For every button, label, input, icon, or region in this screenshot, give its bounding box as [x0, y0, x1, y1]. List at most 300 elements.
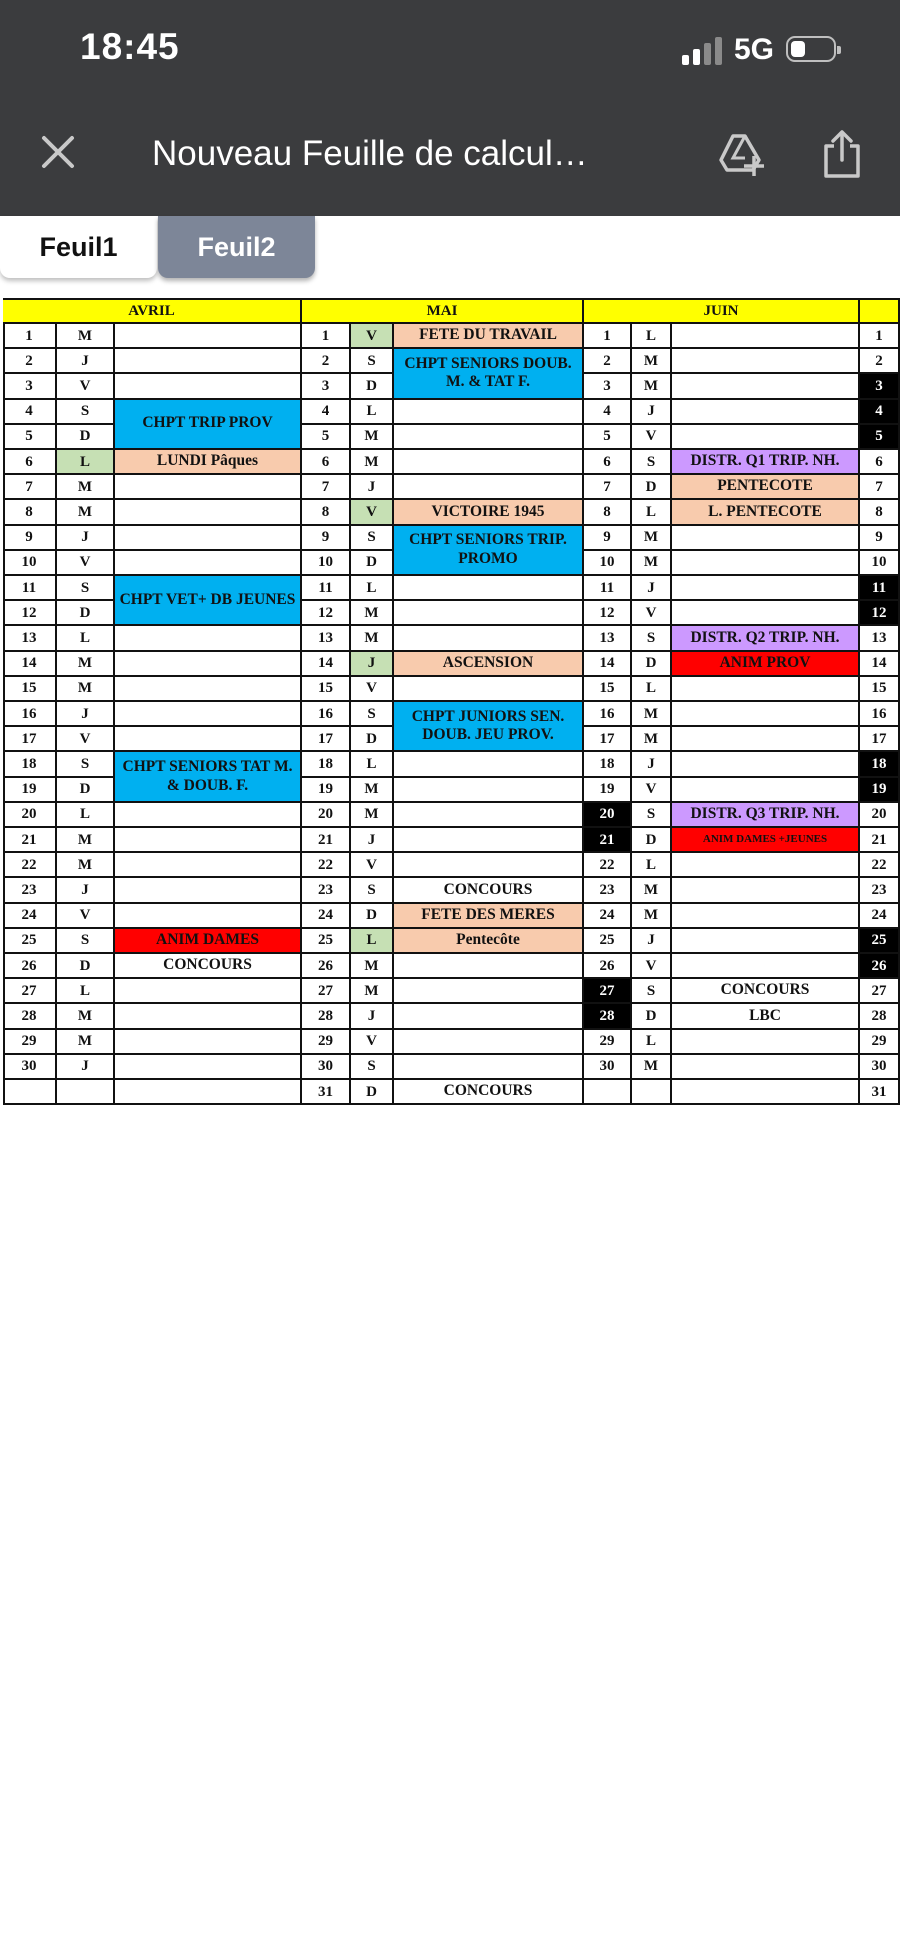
day-number[interactable]: 1 — [860, 324, 900, 349]
weekday[interactable]: D — [351, 727, 394, 752]
event-cell[interactable] — [394, 1030, 584, 1055]
weekday[interactable]: M — [351, 425, 394, 450]
day-number[interactable]: 13 — [860, 626, 900, 651]
weekday[interactable]: S — [57, 752, 115, 777]
day-number[interactable]: 13 — [302, 626, 351, 651]
weekday[interactable]: J — [57, 702, 115, 727]
day-number[interactable]: 8 — [3, 500, 57, 525]
event-cell[interactable]: CHPT SENIORS TAT M. & DOUB. F. — [115, 752, 302, 802]
weekday[interactable]: V — [351, 1030, 394, 1055]
event-cell[interactable]: PENTECOTE — [672, 475, 860, 500]
day-number[interactable]: 19 — [860, 778, 900, 803]
weekday[interactable]: M — [351, 803, 394, 828]
weekday[interactable]: M — [632, 374, 672, 399]
event-cell[interactable]: CONCOURS — [115, 954, 302, 979]
weekday[interactable]: V — [632, 601, 672, 626]
weekday[interactable]: L — [632, 853, 672, 878]
weekday[interactable]: L — [351, 929, 394, 954]
day-number[interactable]: 17 — [302, 727, 351, 752]
weekday[interactable]: L — [351, 752, 394, 777]
event-cell[interactable]: CONCOURS — [672, 979, 860, 1004]
event-cell[interactable] — [394, 1055, 584, 1080]
event-cell[interactable] — [672, 954, 860, 979]
day-number[interactable]: 29 — [302, 1030, 351, 1055]
weekday[interactable]: M — [351, 626, 394, 651]
day-number[interactable]: 26 — [584, 954, 632, 979]
weekday[interactable]: L — [57, 626, 115, 651]
weekday[interactable]: J — [57, 1055, 115, 1080]
weekday[interactable]: S — [57, 929, 115, 954]
day-number[interactable]: 19 — [302, 778, 351, 803]
event-cell[interactable] — [115, 702, 302, 727]
day-number[interactable]: 16 — [860, 702, 900, 727]
event-cell[interactable] — [672, 853, 860, 878]
weekday[interactable]: J — [351, 652, 394, 677]
day-number[interactable]: 2 — [3, 349, 57, 374]
weekday[interactable]: D — [57, 425, 115, 450]
event-cell[interactable]: CHPT TRIP PROV — [115, 400, 302, 450]
day-number[interactable]: 21 — [860, 828, 900, 853]
event-cell[interactable] — [115, 551, 302, 576]
weekday[interactable] — [632, 1080, 672, 1105]
event-cell[interactable]: FETE DES MERES — [394, 904, 584, 929]
weekday[interactable]: M — [351, 954, 394, 979]
day-number[interactable]: 7 — [302, 475, 351, 500]
weekday[interactable]: J — [351, 475, 394, 500]
event-cell[interactable]: DISTR. Q2 TRIP. NH. — [672, 626, 860, 651]
event-cell[interactable]: ANIM DAMES +JEUNES — [672, 828, 860, 853]
event-cell[interactable] — [672, 752, 860, 777]
event-cell[interactable]: CHPT JUNIORS SEN. DOUB. JEU PROV. — [394, 702, 584, 752]
day-number[interactable]: 11 — [584, 576, 632, 601]
event-cell[interactable] — [672, 727, 860, 752]
day-number[interactable]: 24 — [302, 904, 351, 929]
day-number[interactable]: 10 — [860, 551, 900, 576]
day-number[interactable]: 26 — [3, 954, 57, 979]
weekday[interactable]: M — [57, 652, 115, 677]
month-header-juin[interactable]: JUIN — [584, 298, 860, 324]
weekday[interactable]: J — [351, 828, 394, 853]
day-number[interactable]: 27 — [860, 979, 900, 1004]
day-number[interactable]: 12 — [860, 601, 900, 626]
weekday[interactable]: S — [632, 450, 672, 475]
day-number[interactable]: 16 — [584, 702, 632, 727]
event-cell[interactable] — [672, 425, 860, 450]
weekday[interactable]: M — [57, 677, 115, 702]
day-number[interactable]: 18 — [302, 752, 351, 777]
day-number[interactable] — [3, 1080, 57, 1105]
day-number[interactable]: 4 — [302, 400, 351, 425]
weekday[interactable]: J — [57, 349, 115, 374]
weekday[interactable]: M — [57, 475, 115, 500]
day-number[interactable]: 29 — [860, 1030, 900, 1055]
day-number[interactable]: 28 — [302, 1004, 351, 1029]
event-cell[interactable] — [394, 475, 584, 500]
event-cell[interactable]: CHPT SENIORS DOUB. M. & TAT F. — [394, 349, 584, 399]
event-cell[interactable] — [672, 374, 860, 399]
day-number[interactable]: 10 — [584, 551, 632, 576]
day-number[interactable]: 17 — [584, 727, 632, 752]
day-number[interactable]: 18 — [3, 752, 57, 777]
day-number[interactable]: 12 — [302, 601, 351, 626]
day-number[interactable]: 25 — [584, 929, 632, 954]
month-header-mai[interactable]: MAI — [302, 298, 584, 324]
day-number[interactable]: 10 — [3, 551, 57, 576]
day-number[interactable]: 24 — [584, 904, 632, 929]
day-number[interactable]: 25 — [3, 929, 57, 954]
day-number[interactable]: 20 — [3, 803, 57, 828]
event-cell[interactable] — [394, 425, 584, 450]
day-number[interactable]: 14 — [302, 652, 351, 677]
day-number[interactable]: 14 — [584, 652, 632, 677]
day-number[interactable]: 4 — [584, 400, 632, 425]
day-number[interactable]: 26 — [302, 954, 351, 979]
day-number[interactable]: 20 — [584, 803, 632, 828]
weekday[interactable]: D — [351, 551, 394, 576]
event-cell[interactable] — [672, 324, 860, 349]
month-header-avril[interactable]: AVRIL — [3, 298, 302, 324]
day-number[interactable]: 5 — [584, 425, 632, 450]
day-number[interactable]: 18 — [860, 752, 900, 777]
event-cell[interactable] — [115, 979, 302, 1004]
day-number[interactable]: 28 — [584, 1004, 632, 1029]
event-cell[interactable] — [115, 1004, 302, 1029]
day-number[interactable]: 6 — [584, 450, 632, 475]
event-cell[interactable]: ASCENSION — [394, 652, 584, 677]
event-cell[interactable] — [115, 626, 302, 651]
day-number[interactable]: 7 — [584, 475, 632, 500]
event-cell[interactable] — [672, 601, 860, 626]
day-number[interactable]: 9 — [860, 526, 900, 551]
day-number[interactable]: 30 — [860, 1055, 900, 1080]
day-number[interactable]: 10 — [302, 551, 351, 576]
event-cell[interactable] — [394, 677, 584, 702]
weekday[interactable]: M — [632, 904, 672, 929]
day-number[interactable]: 3 — [3, 374, 57, 399]
event-cell[interactable] — [394, 803, 584, 828]
weekday[interactable]: V — [351, 677, 394, 702]
event-cell[interactable] — [394, 979, 584, 1004]
event-cell[interactable]: CONCOURS — [394, 1080, 584, 1105]
weekday[interactable]: D — [632, 828, 672, 853]
event-cell[interactable]: CHPT SENIORS TRIP. PROMO — [394, 526, 584, 576]
weekday[interactable]: M — [57, 1030, 115, 1055]
weekday[interactable]: M — [57, 1004, 115, 1029]
weekday[interactable]: M — [632, 1055, 672, 1080]
day-number[interactable]: 15 — [302, 677, 351, 702]
weekday[interactable]: V — [57, 374, 115, 399]
day-number[interactable]: 9 — [3, 526, 57, 551]
day-number[interactable]: 17 — [860, 727, 900, 752]
event-cell[interactable]: LBC — [672, 1004, 860, 1029]
weekday[interactable]: D — [632, 475, 672, 500]
day-number[interactable]: 4 — [860, 400, 900, 425]
close-icon[interactable] — [36, 130, 80, 174]
event-cell[interactable] — [672, 576, 860, 601]
day-number[interactable]: 6 — [860, 450, 900, 475]
day-number[interactable]: 27 — [302, 979, 351, 1004]
sheet-tab-feuil1[interactable]: Feuil1 — [0, 216, 157, 278]
event-cell[interactable]: FETE DU TRAVAIL — [394, 324, 584, 349]
weekday[interactable]: L — [57, 450, 115, 475]
event-cell[interactable] — [672, 904, 860, 929]
weekday[interactable]: S — [57, 400, 115, 425]
event-cell[interactable]: L. PENTECOTE — [672, 500, 860, 525]
day-number[interactable]: 9 — [584, 526, 632, 551]
day-number[interactable]: 3 — [584, 374, 632, 399]
weekday[interactable]: J — [57, 878, 115, 903]
day-number[interactable]: 18 — [584, 752, 632, 777]
day-number[interactable]: 25 — [302, 929, 351, 954]
weekday[interactable]: J — [351, 1004, 394, 1029]
weekday[interactable]: J — [57, 526, 115, 551]
weekday[interactable]: D — [351, 374, 394, 399]
event-cell[interactable] — [394, 752, 584, 777]
add-to-drive-icon[interactable] — [716, 130, 764, 178]
event-cell[interactable] — [672, 778, 860, 803]
weekday[interactable]: L — [57, 979, 115, 1004]
weekday[interactable]: M — [351, 601, 394, 626]
event-cell[interactable] — [115, 475, 302, 500]
event-cell[interactable] — [115, 677, 302, 702]
day-number[interactable] — [584, 1080, 632, 1105]
weekday[interactable]: M — [351, 778, 394, 803]
day-number[interactable]: 20 — [302, 803, 351, 828]
event-cell[interactable] — [394, 1004, 584, 1029]
event-cell[interactable] — [115, 904, 302, 929]
day-number[interactable]: 23 — [584, 878, 632, 903]
weekday[interactable]: M — [632, 349, 672, 374]
weekday[interactable]: S — [632, 626, 672, 651]
day-number[interactable]: 11 — [302, 576, 351, 601]
event-cell[interactable] — [115, 324, 302, 349]
day-number[interactable]: 19 — [3, 778, 57, 803]
event-cell[interactable]: ANIM DAMES — [115, 929, 302, 954]
event-cell[interactable] — [115, 1030, 302, 1055]
day-number[interactable]: 29 — [584, 1030, 632, 1055]
weekday[interactable]: S — [632, 979, 672, 1004]
weekday[interactable]: D — [57, 601, 115, 626]
day-number[interactable]: 31 — [302, 1080, 351, 1105]
event-cell[interactable] — [672, 878, 860, 903]
weekday[interactable]: D — [351, 904, 394, 929]
day-number[interactable]: 2 — [860, 349, 900, 374]
weekday[interactable]: L — [632, 1030, 672, 1055]
day-number[interactable]: 23 — [3, 878, 57, 903]
event-cell[interactable] — [115, 803, 302, 828]
event-cell[interactable] — [115, 500, 302, 525]
weekday[interactable]: M — [351, 979, 394, 1004]
event-cell[interactable] — [394, 400, 584, 425]
event-cell[interactable] — [115, 349, 302, 374]
weekday[interactable]: V — [57, 904, 115, 929]
day-number[interactable]: 24 — [860, 904, 900, 929]
weekday[interactable]: S — [632, 803, 672, 828]
weekday[interactable]: S — [351, 1055, 394, 1080]
weekday[interactable]: M — [632, 702, 672, 727]
share-icon[interactable] — [820, 128, 864, 180]
day-number[interactable]: 26 — [860, 954, 900, 979]
day-number[interactable]: 22 — [860, 853, 900, 878]
day-number[interactable]: 15 — [584, 677, 632, 702]
event-cell[interactable]: CHPT VET+ DB JEUNES — [115, 576, 302, 626]
weekday[interactable]: V — [351, 853, 394, 878]
weekday[interactable]: J — [632, 752, 672, 777]
event-cell[interactable]: LUNDI Pâques — [115, 450, 302, 475]
event-cell[interactable] — [672, 929, 860, 954]
event-cell[interactable]: CONCOURS — [394, 878, 584, 903]
weekday[interactable]: D — [351, 1080, 394, 1105]
day-number[interactable]: 19 — [584, 778, 632, 803]
weekday[interactable]: V — [632, 778, 672, 803]
event-cell[interactable] — [115, 1080, 302, 1105]
day-number[interactable]: 20 — [860, 803, 900, 828]
day-number[interactable]: 22 — [302, 853, 351, 878]
weekday[interactable]: V — [632, 954, 672, 979]
event-cell[interactable] — [394, 601, 584, 626]
day-number[interactable]: 7 — [860, 475, 900, 500]
day-number[interactable]: 14 — [3, 652, 57, 677]
day-number[interactable]: 1 — [3, 324, 57, 349]
weekday[interactable]: S — [351, 349, 394, 374]
day-number[interactable]: 22 — [584, 853, 632, 878]
event-cell[interactable]: DISTR. Q1 TRIP. NH. — [672, 450, 860, 475]
day-number[interactable]: 1 — [302, 324, 351, 349]
event-cell[interactable] — [394, 828, 584, 853]
day-number[interactable]: 5 — [302, 425, 351, 450]
day-number[interactable]: 30 — [302, 1055, 351, 1080]
event-cell[interactable] — [672, 1055, 860, 1080]
weekday[interactable]: M — [57, 500, 115, 525]
weekday[interactable]: M — [632, 551, 672, 576]
event-cell[interactable] — [115, 374, 302, 399]
event-cell[interactable] — [672, 526, 860, 551]
day-number[interactable]: 27 — [584, 979, 632, 1004]
day-number[interactable]: 16 — [3, 702, 57, 727]
day-number[interactable]: 25 — [860, 929, 900, 954]
day-number[interactable]: 12 — [3, 601, 57, 626]
sheet-tab-feuil2[interactable]: Feuil2 — [158, 216, 315, 278]
weekday[interactable]: M — [351, 450, 394, 475]
day-number[interactable]: 6 — [3, 450, 57, 475]
weekday[interactable]: S — [351, 878, 394, 903]
day-number[interactable]: 8 — [584, 500, 632, 525]
event-cell[interactable] — [672, 349, 860, 374]
weekday[interactable]: L — [57, 803, 115, 828]
day-number[interactable]: 12 — [584, 601, 632, 626]
day-number[interactable]: 8 — [302, 500, 351, 525]
day-number[interactable]: 16 — [302, 702, 351, 727]
weekday[interactable]: J — [632, 576, 672, 601]
event-cell[interactable]: VICTOIRE 1945 — [394, 500, 584, 525]
event-cell[interactable] — [672, 1030, 860, 1055]
event-cell[interactable] — [394, 954, 584, 979]
event-cell[interactable] — [394, 576, 584, 601]
weekday[interactable]: L — [351, 576, 394, 601]
day-number[interactable]: 24 — [3, 904, 57, 929]
weekday[interactable]: V — [632, 425, 672, 450]
weekday[interactable]: J — [632, 929, 672, 954]
weekday[interactable]: M — [57, 828, 115, 853]
day-number[interactable]: 2 — [302, 349, 351, 374]
day-number[interactable]: 8 — [860, 500, 900, 525]
day-number[interactable]: 13 — [3, 626, 57, 651]
weekday[interactable]: L — [632, 500, 672, 525]
day-number[interactable]: 28 — [860, 1004, 900, 1029]
weekday[interactable]: L — [632, 324, 672, 349]
day-number[interactable]: 27 — [3, 979, 57, 1004]
day-number[interactable]: 21 — [3, 828, 57, 853]
event-cell[interactable] — [672, 677, 860, 702]
weekday[interactable]: D — [57, 954, 115, 979]
event-cell[interactable] — [672, 551, 860, 576]
event-cell[interactable] — [115, 828, 302, 853]
day-number[interactable]: 5 — [860, 425, 900, 450]
weekday[interactable]: D — [632, 1004, 672, 1029]
weekday[interactable]: J — [632, 400, 672, 425]
day-number[interactable]: 15 — [3, 677, 57, 702]
event-cell[interactable] — [115, 853, 302, 878]
weekday[interactable]: V — [351, 500, 394, 525]
weekday[interactable]: V — [351, 324, 394, 349]
day-number[interactable]: 14 — [860, 652, 900, 677]
event-cell[interactable] — [672, 400, 860, 425]
weekday[interactable]: S — [57, 576, 115, 601]
weekday[interactable]: M — [57, 853, 115, 878]
day-number[interactable]: 9 — [302, 526, 351, 551]
day-number[interactable]: 23 — [302, 878, 351, 903]
day-number[interactable]: 13 — [584, 626, 632, 651]
weekday[interactable]: M — [632, 526, 672, 551]
day-number[interactable]: 6 — [302, 450, 351, 475]
event-cell[interactable]: Pentecôte — [394, 929, 584, 954]
day-number[interactable]: 11 — [860, 576, 900, 601]
day-number[interactable]: 4 — [3, 400, 57, 425]
day-number[interactable]: 22 — [3, 853, 57, 878]
event-cell[interactable] — [115, 526, 302, 551]
event-cell[interactable] — [394, 778, 584, 803]
weekday[interactable]: M — [632, 727, 672, 752]
weekday[interactable]: V — [57, 727, 115, 752]
event-cell[interactable]: ANIM PROV — [672, 652, 860, 677]
event-cell[interactable] — [394, 626, 584, 651]
weekday[interactable]: L — [632, 677, 672, 702]
day-number[interactable]: 5 — [3, 425, 57, 450]
weekday[interactable]: D — [57, 778, 115, 803]
day-number[interactable]: 1 — [584, 324, 632, 349]
day-number[interactable]: 31 — [860, 1080, 900, 1105]
event-cell[interactable]: DISTR. Q3 TRIP. NH. — [672, 803, 860, 828]
day-number[interactable]: 3 — [302, 374, 351, 399]
event-cell[interactable] — [115, 652, 302, 677]
day-number[interactable]: 23 — [860, 878, 900, 903]
day-number[interactable]: 29 — [3, 1030, 57, 1055]
weekday[interactable]: S — [351, 526, 394, 551]
day-number[interactable]: 15 — [860, 677, 900, 702]
day-number[interactable]: 30 — [584, 1055, 632, 1080]
weekday[interactable]: S — [351, 702, 394, 727]
weekday[interactable]: L — [351, 400, 394, 425]
event-cell[interactable] — [672, 702, 860, 727]
weekday[interactable]: M — [57, 324, 115, 349]
day-number[interactable]: 3 — [860, 374, 900, 399]
day-number[interactable]: 21 — [584, 828, 632, 853]
weekday[interactable]: M — [632, 878, 672, 903]
event-cell[interactable] — [115, 727, 302, 752]
weekday[interactable] — [57, 1080, 115, 1105]
day-number[interactable]: 7 — [3, 475, 57, 500]
event-cell[interactable] — [672, 1080, 860, 1105]
